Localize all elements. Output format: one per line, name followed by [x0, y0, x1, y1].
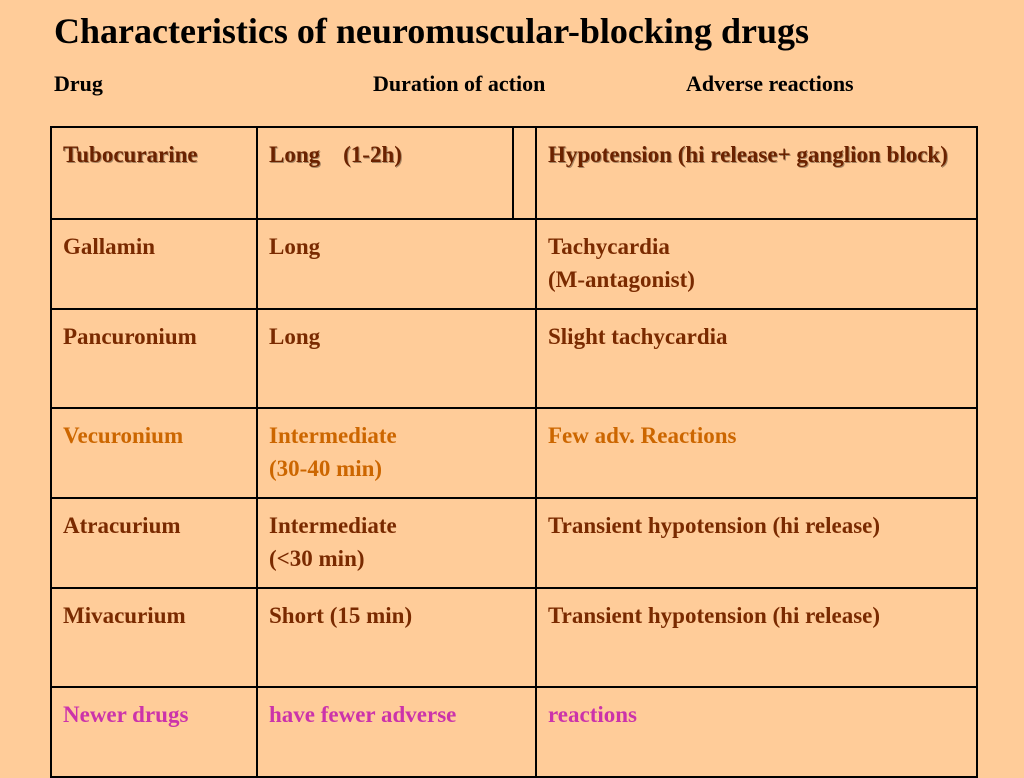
adverse-line: Few adv. Reactions [548, 423, 737, 448]
duration-line: (30-40 min) [269, 456, 383, 481]
adverse-cell [536, 687, 977, 777]
table-row [51, 408, 977, 498]
header-adverse-reactions: Adverse reactions [686, 71, 854, 96]
duration-line: Short (15 min) [269, 603, 413, 628]
table-row [51, 127, 977, 219]
duration-cell [257, 687, 536, 777]
duration-line: have fewer adverse [269, 702, 457, 727]
drug-name: Tubocurarine [63, 142, 198, 167]
drug-table [50, 126, 978, 778]
duration-line: Intermediate [269, 423, 397, 448]
drug-cell [51, 219, 257, 309]
drug-cell [51, 127, 257, 219]
adverse-line: Transient hypotension (hi release) [548, 513, 881, 538]
header-drug: Drug [54, 71, 103, 96]
table-row [51, 309, 977, 408]
adverse-cell [536, 219, 977, 309]
drug-name: Atracurium [63, 513, 181, 538]
slide-title: Characteristics of neuromuscular-blocking drugs [54, 11, 809, 51]
table-row [51, 588, 977, 687]
drug-name: Newer drugs [63, 702, 189, 727]
adverse-cell [536, 408, 977, 498]
adverse-cell [536, 127, 977, 219]
drug-cell [51, 309, 257, 408]
duration-line: Intermediate [269, 513, 397, 538]
duration-cell [257, 127, 513, 219]
empty-cell [513, 127, 536, 219]
adverse-line: Hypotension (hi release+ ganglion block) [548, 142, 948, 167]
drug-cell [51, 588, 257, 687]
drug-cell [51, 498, 257, 588]
drug-name: Vecuronium [63, 423, 184, 448]
table-row [51, 498, 977, 588]
drug-name: Pancuronium [63, 324, 197, 349]
adverse-cell [536, 309, 977, 408]
adverse-line: (M-antagonist) [548, 267, 695, 292]
adverse-line: Slight tachycardia [548, 324, 728, 349]
duration-cell [257, 219, 536, 309]
duration-line: (<30 min) [269, 546, 365, 571]
drug-name: Gallamin [63, 234, 156, 259]
duration-line: Long [269, 324, 321, 349]
header-duration: Duration of action [373, 71, 546, 96]
adverse-line: Transient hypotension (hi release) [548, 603, 881, 628]
duration-cell [257, 498, 536, 588]
table-row [51, 219, 977, 309]
drug-cell [51, 408, 257, 498]
duration-cell [257, 408, 536, 498]
adverse-line: reactions [548, 702, 638, 727]
duration-cell [257, 309, 536, 408]
duration-cell [257, 588, 536, 687]
adverse-cell [536, 498, 977, 588]
duration-line: Long [269, 234, 321, 259]
adverse-cell [536, 588, 977, 687]
duration-line: Long (1-2h) [269, 142, 402, 167]
table-row [51, 687, 977, 777]
drug-name: Mivacurium [63, 603, 186, 628]
adverse-line: Tachycardia [548, 234, 670, 259]
drug-cell [51, 687, 257, 777]
